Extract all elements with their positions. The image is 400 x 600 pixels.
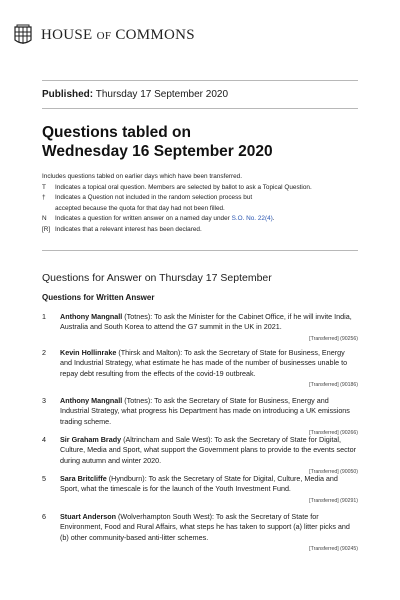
legend-row-dagger: † Indicates a Question not included in the random selection process but	[42, 194, 253, 201]
member-name: Sara Britcliffe	[60, 474, 107, 483]
question-number: 6	[42, 512, 46, 521]
published-label: Published:	[42, 89, 94, 100]
question-number: 2	[42, 348, 46, 357]
transferred-tag: [Transferred] (90291)	[309, 497, 358, 504]
question-item: 4 Sir Graham Brady (Altrincham and Sale West): To ask the Secretary of State for Digital, Culture, Media and Sport, what support the Government plans to provide to the events sector during autumn and winter 2020. [Transferred] (90050)	[42, 435, 358, 478]
standing-order-link[interactable]: S.O. No. 22(4)	[231, 215, 273, 222]
legend-intro: Includes questions tabled on earlier days which have been transferred.	[42, 173, 243, 180]
question-item: 6 Stuart Anderson (Wolverhampton South West): To ask the Secretary of State for Environment, Food and Rural Affairs, what steps he has taken to support (a) litter picks and (b) other community-based anti-litter schemes. [Transferred] (90245)	[42, 512, 358, 555]
question-item: 1 Anthony Mangnall (Totnes): To ask the Minister for the Cabinet Office, if he will invite India, Australia and South Korea to attend the G7 summit in the UK in 2021. [Transferred] (90256)	[42, 312, 358, 344]
symbol-legend	[42, 172, 372, 235]
legend-row-named-day: N Indicates a question for written answer on a named day under S.O. No. 22(4).	[42, 215, 275, 222]
legend-row-dagger-cont: accepted because the quota for that day had not been filled.	[55, 204, 225, 212]
transferred-tag: [Transferred] (90186)	[309, 382, 358, 389]
question-item: 3 Anthony Mangnall (Totnes): To ask the Secretary of State for Business, Energy and Industrial Strategy, what progress his Department has made on introducing a UK emissions trading scheme. [Transferred] (90266)	[42, 396, 358, 439]
transferred-tag: [Transferred] (90256)	[309, 335, 358, 342]
member-name: Anthony Mangnall	[60, 396, 123, 405]
transferred-tag: [Transferred] (90266)	[309, 430, 358, 437]
transferred-tag: [Transferred] (90245)	[309, 546, 358, 553]
member-name: Kevin Hollinrake	[60, 348, 117, 357]
published-divider	[42, 108, 358, 109]
question-number: 4	[42, 435, 46, 444]
page-title: Questions tabled on Wednesday 16 September 2020	[42, 124, 273, 160]
portcullis-icon	[13, 24, 33, 46]
question-number: 1	[42, 312, 46, 321]
question-item: 5 Sara Britcliffe (Hyndburn): To ask the Secretary of State for Digital, Culture, Media and Sport, what the timescale is for the launch of the Youth Investment Fund. [Transferred] (90291)	[42, 474, 358, 506]
question-item: 2 Kevin Hollinrake (Thirsk and Malton): To ask the Secretary of State for Business, Energy and Industrial Strategy, what estimate he has made of the number of businesses unable to repay debt resulting from the effects of the covid-19 outbreak. [Transferred] (90186)	[42, 348, 358, 391]
top-divider	[42, 80, 358, 81]
member-name: Stuart Anderson	[60, 512, 117, 521]
section-subtitle: Questions for Written Answer	[42, 293, 155, 302]
house-header	[13, 24, 195, 46]
legend-row-interest: [R] Indicates that a relevant interest has been declared.	[42, 225, 202, 233]
house-title: HOUSE OF COMMONS	[41, 26, 195, 43]
legend-divider	[42, 250, 358, 251]
member-name: Sir Graham Brady	[60, 435, 122, 444]
published-date: Thursday 17 September 2020	[95, 89, 229, 100]
member-name: Anthony Mangnall	[60, 312, 123, 321]
question-number: 3	[42, 396, 46, 405]
section-title: Questions for Answer on Thursday 17 September	[42, 272, 272, 284]
transferred-tag: [Transferred] (90050)	[309, 469, 358, 476]
question-number: 5	[42, 474, 46, 483]
legend-row-topical: T Indicates a topical oral question. Members are selected by ballot to ask a Topical Question.	[42, 183, 312, 191]
published-line	[42, 89, 228, 100]
